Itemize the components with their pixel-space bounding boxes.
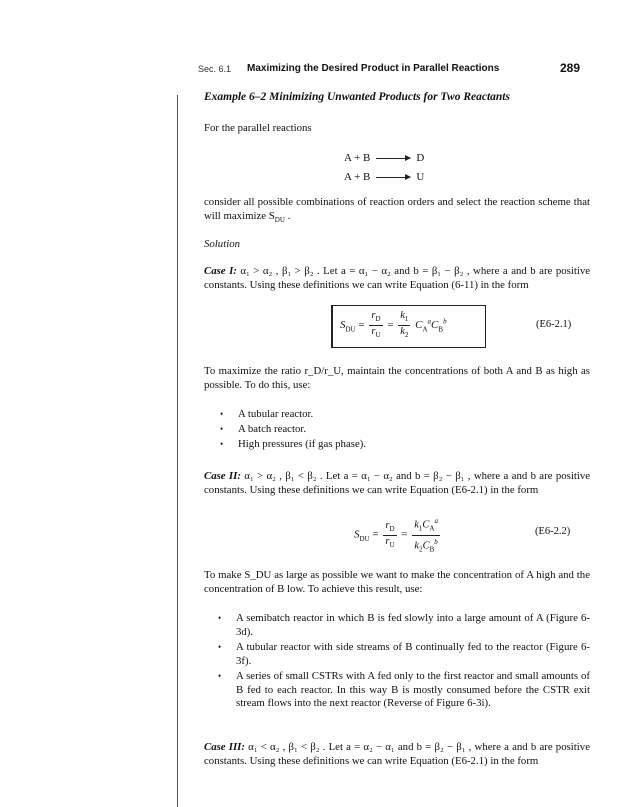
bullet-text: A tubular reactor. <box>238 408 314 420</box>
case-2-bullet: • A semibatch reactor in which B is fed slowly into a large amount of A (Figure 6-3d). <box>218 612 590 638</box>
equation-number-1: (E6-2.1) <box>536 319 572 330</box>
case-1-conditions: α₁ > α₂ , β₁ > β₂ . Let a = α₁ − α₂ and b = β₁ − β₂ , where a and b are positive constants. Using these definitions we can write Equation (6-11) in the form <box>204 265 591 291</box>
example-heading: Example 6–2 Minimizing Unwanted Products for Two Reactants <box>204 91 510 103</box>
case-2-paragraph <box>204 470 590 497</box>
case-1-paragraph <box>204 265 590 292</box>
reaction-2 <box>344 171 424 183</box>
case-1-bullet: • A tubular reactor. <box>220 408 314 420</box>
case-2-label: Case II: <box>204 470 241 482</box>
bullet-text: A tubular reactor with side streams of B continually fed to the reactor (Figure 6-3f). <box>236 641 590 667</box>
reaction-1-reactants: A + B <box>344 152 371 164</box>
bullet-text: A batch reactor. <box>238 423 307 435</box>
bullet-text: High pressures (if gas phase). <box>238 438 367 450</box>
case-2-after: To make S_DU as large as possible we want to make the concentration of A high and the concentration of B low. To achieve this result, use: <box>204 569 590 595</box>
problem-statement: consider all possible combinations of reaction orders and select the reaction scheme that will maximize $S_{DU}$ . <box>204 196 590 224</box>
case-2-conditions: α₁ > α₂ , β₁ < β₂ . Let a = α₁ − α₂ and b = β₂ − β₁ , where a and b are positive constants. Using these definitions we can write Equation (E6-2.1) in the form <box>204 470 591 496</box>
case-1-after: To maximize the ratio r_D/r_U, maintain the concentrations of both A and B as high as possible. To do this, use: <box>204 365 590 391</box>
running-title: Maximizing the Desired Product in Parallel Reactions <box>247 63 500 74</box>
case-2-bullet: • A tubular reactor with side streams of B continually fed to the reactor (Figure 6-3f). <box>218 641 590 667</box>
reaction-1 <box>344 152 424 164</box>
bullet-text: A series of small CSTRs with A fed only to the first reactor and small amounts of B fed to each reactor. In this way B is mostly consumed before the CSTR exit stream flows into the next reactor (Reverse of Figure 6-3i). <box>236 670 590 710</box>
page-number: 289 <box>560 61 581 75</box>
case-1-bullet: • High pressures (if gas phase). <box>220 438 367 450</box>
case-3-conditions: α₁ < α₂ , β₁ < β₂ . Let a = α₂ − α₁ and b = β₂ − β₁ , where a and b are positive constants. Using these definitions we can write Equation (E6-2.1) in the form <box>204 741 590 767</box>
reaction-1-product: D <box>416 152 425 164</box>
bullet-text: A semibatch reactor in which B is fed slowly into a large amount of A (Figure 6-3d). <box>236 612 590 638</box>
equation-e6-2-1: $S_{DU}$ = $\frac{r_D}{r_U}$ = $\frac{k_1}{k_2}$ $C_A^aC_B^b$ <box>340 310 447 340</box>
equation-e6-2-2: $S_{DU}$ = $\frac{r_D}{r_U}$ = $\frac{k_1C_A^a}{k_2C_B^b}$ <box>354 517 438 554</box>
case-1-bullet: • A batch reactor. <box>220 423 307 435</box>
equation-number-2: (E6-2.2) <box>535 526 571 537</box>
section-number: Sec. 6.1 <box>198 64 232 74</box>
case-1-label: Case I: <box>204 265 237 277</box>
case-2-bullet: • A series of small CSTRs with A fed only to the first reactor and small amounts of B fed to each reactor. In this way B is mostly consumed before the CSTR exit stream flows into the next reactor (Reverse of Figure 6-3i). <box>218 670 590 710</box>
reaction-arrow <box>376 158 410 159</box>
case-3-label: Case III: <box>204 741 245 753</box>
reaction-arrow <box>376 177 410 178</box>
problem-subscript: DU <box>274 215 285 224</box>
problem-text: consider all possible combinations of reaction orders and select the reaction scheme that will maximize S <box>204 196 590 222</box>
reaction-2-reactants: A + B <box>344 171 371 183</box>
margin-rule <box>177 95 178 807</box>
case-3-paragraph <box>204 741 590 768</box>
reaction-2-product: U <box>416 171 425 183</box>
intro-text: For the parallel reactions <box>204 122 312 134</box>
solution-label: Solution <box>204 238 240 250</box>
